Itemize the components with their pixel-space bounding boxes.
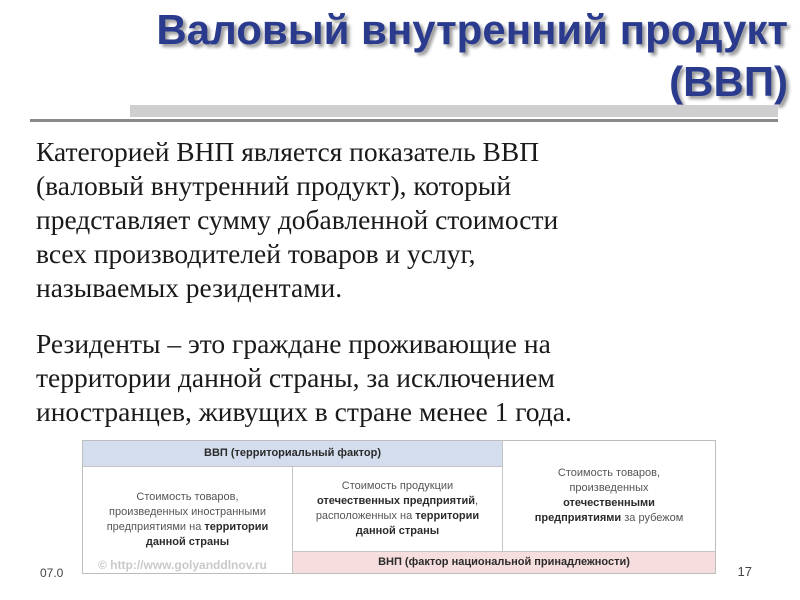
text-line: Категорией ВНП является показатель ВВП (36, 136, 540, 167)
text-line: иностранцев, живущих в стране менее 1 года. (36, 396, 572, 427)
footer-date: 07.0 (40, 566, 64, 580)
table-cell-domestic-enterprises-abroad: Стоимость товаров, произведенных отечественными предприятиями за рубежом (534, 467, 684, 524)
table-header-gdp: ВВП (территориальный фактор) (83, 441, 503, 467)
paragraph-residents (36, 327, 756, 429)
table-header-gnp: ВНП (фактор национальной принадлежности) (293, 551, 715, 573)
title-underline-light (130, 105, 778, 117)
slide-number: 17 (737, 564, 752, 579)
text-line: всех производителей товаров и услуг, (36, 238, 476, 269)
slide-title (28, 4, 788, 108)
text-line: Резиденты – это граждане проживающие на (36, 328, 551, 359)
table-cell-foreign-enterprises: Стоимость товаров, произведенных иностранными предприятиями на территории данной страны (83, 467, 293, 573)
text-line: территории данной страны, за исключением (36, 362, 555, 393)
title-line-2: (ВВП) (669, 58, 788, 105)
table-cell-domestic-enterprises-in-country: Стоимость продукции отечественных предприятий, расположенных на территории данной страны (293, 467, 503, 551)
watermark: © http://www.golyanddlnov.ru (98, 558, 267, 572)
text-line: представляет сумму добавленной стоимости (36, 204, 559, 235)
text-line: называемых резидентами. (36, 272, 343, 303)
gdp-gnp-table (82, 440, 716, 574)
title-underline-dark (30, 119, 778, 122)
title-line-1: Валовый внутренний продукт (156, 6, 788, 53)
text-line: (валовый внутренний продукт), который (36, 170, 512, 201)
paragraph-definition (36, 135, 756, 305)
